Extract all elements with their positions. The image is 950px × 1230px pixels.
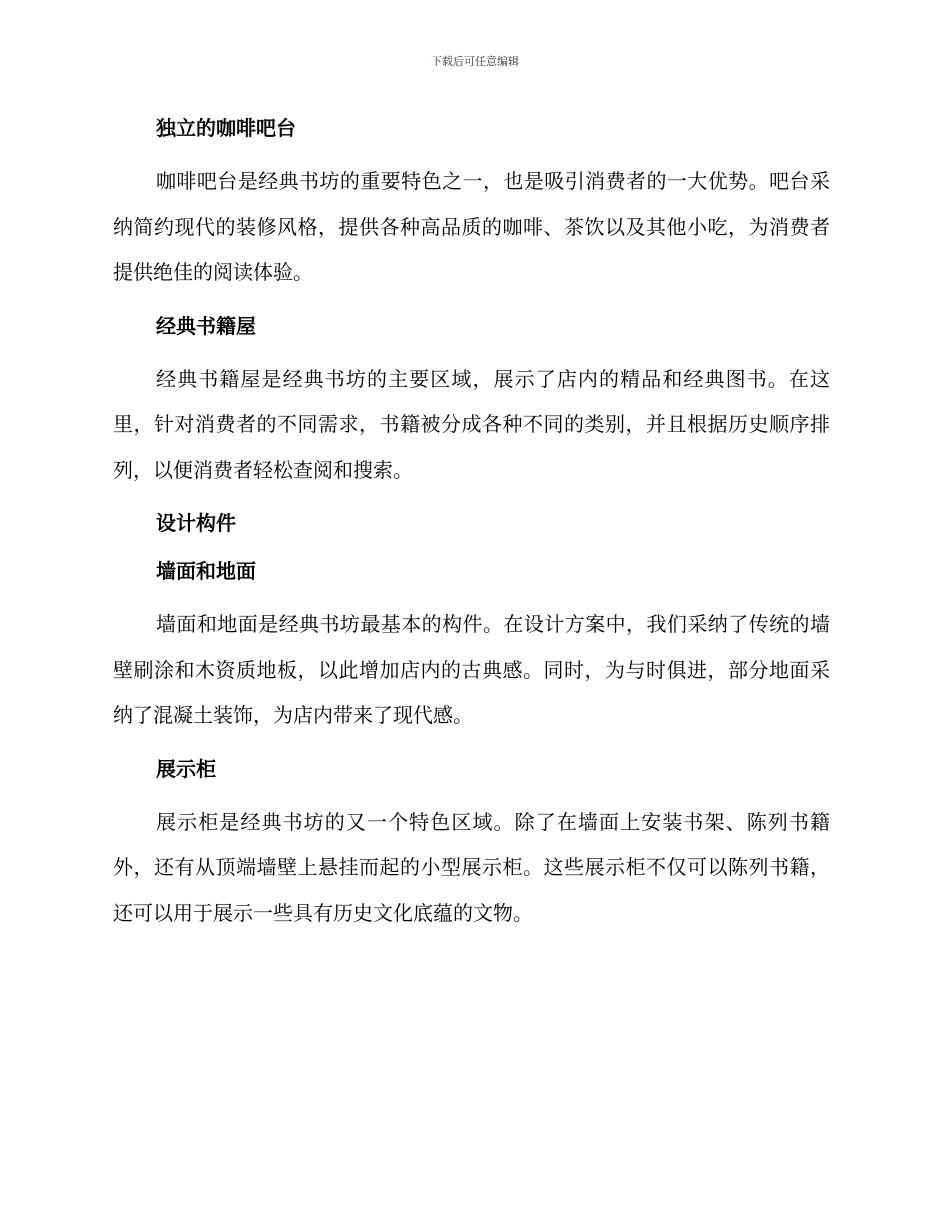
- section-heading-display-cabinet: 展示柜: [156, 756, 216, 781]
- section-paragraph-coffee-bar: 咖啡吧台是经典书坊的重要特色之一，也是吸引消费者的一大优势。吧台采纳简约现代的装修风格，提供各种高品质的咖啡、茶饮以及其他小吃，为消费者提供绝佳的阅读体验。: [113, 169, 830, 284]
- section-heading-classic-books: 经典书籍屋: [156, 313, 256, 338]
- document-body: [113, 110, 830, 936]
- section-paragraph-display-cabinet: 展示柜是经典书坊的又一个特色区域。除了在墙面上安装书架、陈列书籍外，还有从顶端墙壁上悬挂而起的小型展示柜。这些展示柜不仅可以陈列书籍，还可以用于展示一些具有历史文化底蕴的文物。: [113, 809, 830, 925]
- section-heading-design-components: 设计构件: [156, 511, 236, 535]
- section-paragraph-classic-books: 经典书籍屋是经典书坊的主要区域，展示了店内的精品和经典图书。在这里，针对消费者的不同需求，书籍被分成各种不同的类别，并且根据历史顺序排列，以便消费者轻松查阅和搜索。: [113, 366, 830, 482]
- section-heading-walls-floors: 墙面和地面: [156, 559, 256, 583]
- section-paragraph-walls-floors: 墙面和地面是经典书坊最基本的构件。在设计方案中，我们采纳了传统的墙壁刷涂和木资质地板，以此增加店内的古典感。同时，为与时俱进，部分地面采纳了混凝土装饰，为店内带来了现代感。: [113, 612, 830, 727]
- section-heading-coffee-bar: 独立的咖啡吧台: [156, 116, 296, 140]
- page-header: 下载后可任意编辑: [431, 55, 519, 68]
